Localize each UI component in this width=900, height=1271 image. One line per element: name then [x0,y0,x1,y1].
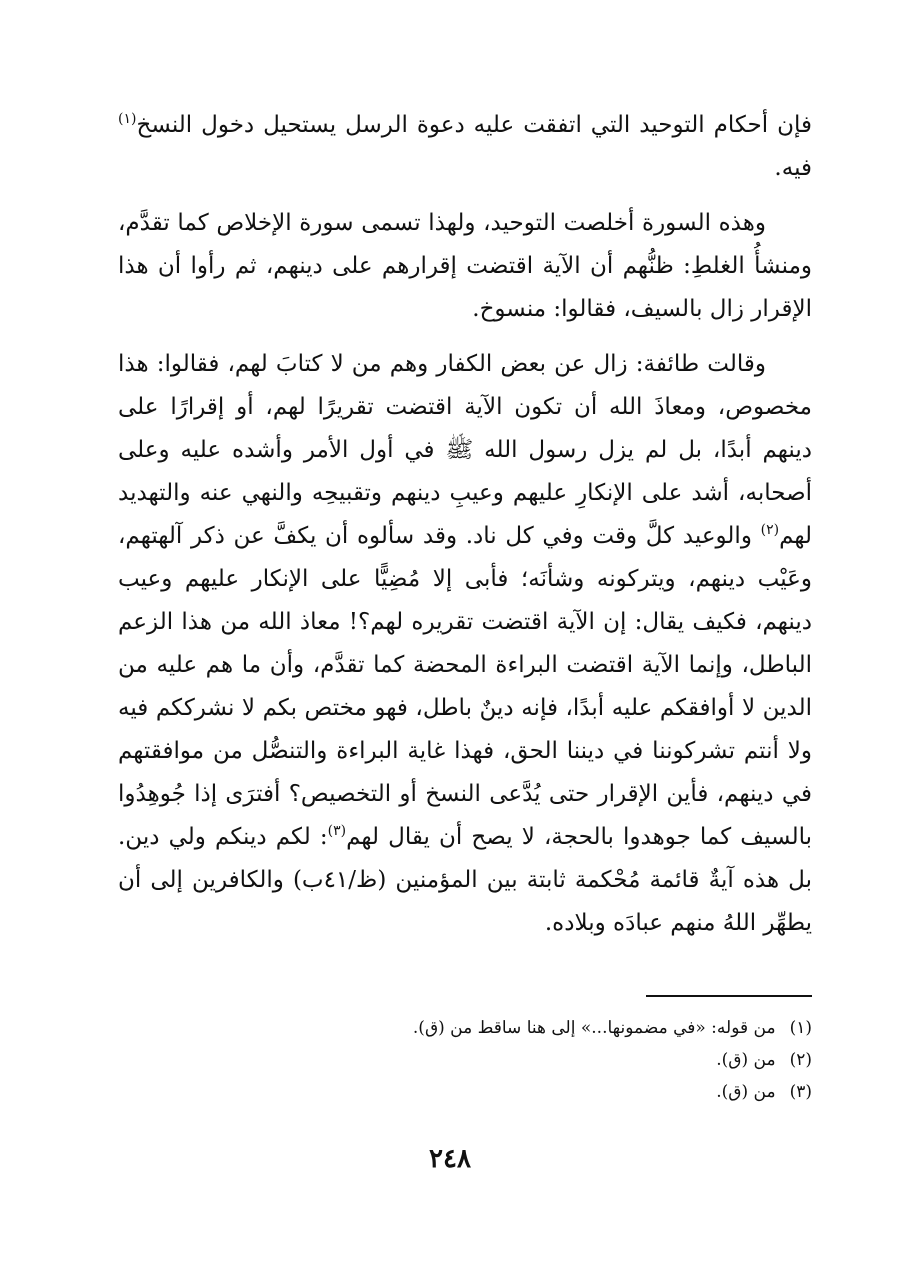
footnote-divider [646,995,812,997]
paragraph-1 [118,104,812,190]
paragraph-1-text: فإن أحكام التوحيد التي اتفقت عليه دعوة الرسل يستحيل دخول النسخ [136,112,812,138]
footnote-3 [212,1076,812,1108]
footnote-3-number: (٣) [789,1082,812,1102]
footnote-1-number: (١) [789,1018,812,1038]
footnote-1 [212,1012,812,1044]
footnote-2-number: (٢) [789,1050,812,1070]
footnote-2-text: من (ق). [716,1050,776,1070]
footnote-1-text: من قوله: «في مضمونها...» إلى هنا ساقط من (ق). [412,1018,776,1038]
page-body [118,104,812,945]
paragraph-1-tail: فيه. [774,155,812,181]
footnote-2 [212,1044,812,1076]
footnote-ref-1[interactable]: (١) [118,111,137,127]
footnote-3-text: من (ق). [716,1082,776,1102]
paragraph-3 [118,343,812,945]
paragraph-3-part1: وقالت طائفة: زال عن بعض الكفار وهم من لا كتابَ لهم، فقالوا: هذا مخصوص، ومعاذَ الله أن تكون الآية اقتضت تقريرًا لهم، أو إقرارًا على دينهم أبدًا، بل لم يزل رسول الله ﷺ في أول الأمر وأشده عليه وعلى أصحابه، أشد على الإنكارِ عليهم وعيبِ دينهم وتقبيحِه والنهي عنه والتهديد لهم [118,351,812,549]
footnote-ref-3[interactable]: (٣) [327,823,347,839]
paragraph-3-part2: والوعيد كلَّ وقت وفي كل ناد. وقد سألوه أن يكفَّ عن ذكر آلهتهم، وعَيْب دينهم، ويتركونه وشأنَه؛ فأبى إلا مُضِيًّا على الإنكار عليهم وعيب دينهم، فكيف يقال: إن الآية اقتضت تقريره لهم؟! معاذ الله من هذا الزعم الباطل، وإنما الآية اقتضت البراءة المحضة كما تقدَّم، وأن ما هم عليه من الدين لا أوافقكم عليه أبدًا، فإنه دينٌ باطل، فهو مختص بكم لا نشرككم فيه ولا أنتم تشركوننا في ديننا الحق، فهذا غاية البراءة والتنصُّل من موافقتهم في دينهم، فأين الإقرار حتى يُدَّعى النسخ أو التخصيص؟ أفترَى إذا جُوهِدُوا بالسيف كما جوهدوا بالحجة، لا يصح أن يقال لهم [118,523,812,850]
page-number: ٢٤٨ [429,1144,471,1174]
footnote-ref-2[interactable]: (٢) [760,522,780,538]
paragraph-2: وهذه السورة أخلصت التوحيد، ولهذا تسمى سورة الإخلاص كما تقدَّم، ومنشأُ الغلطِ: ظنُّهم أن الآية اقتضت إقرارهم على دينهم، ثم رأوا أن هذا الإقرار زال بالسيف، فقالوا: منسوخ. [118,210,812,322]
footnotes-list [212,1012,812,1108]
paragraph-3-part3: : لكم دينكم ولي دين. بل هذه آيةٌ قائمة مُحْكمة ثابتة بين المؤمنين (ظ/٤١ب) والكافرين إلى أن يطهِّر اللهُ منهم عبادَه وبلاده. [118,824,813,936]
